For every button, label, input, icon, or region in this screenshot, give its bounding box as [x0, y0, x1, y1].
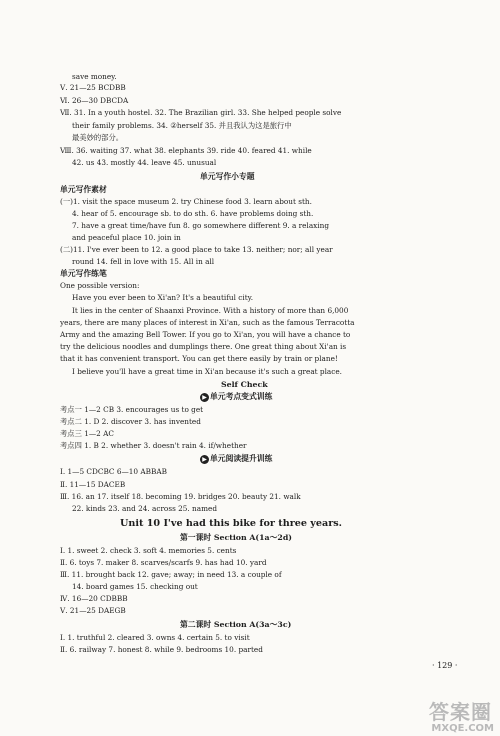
answer-line: [180, 533, 292, 544]
answer-line-text: 单元阅读提升训练: [210, 454, 273, 463]
answer-line: [72, 582, 198, 593]
answer-line: [60, 197, 312, 208]
answer-line: [72, 158, 216, 169]
answer-line: [221, 380, 268, 391]
answer-line: [72, 221, 329, 232]
answer-line-text: Unit 10 I've had this bike for three years.: [120, 518, 342, 529]
answer-line-text: Ⅱ. 6. toys 7. maker 8. scarves/scarfs 9. has had 10. yard: [60, 558, 267, 567]
answer-line-text: I believe you'll have a great time in Xi'an because it's such a great place.: [72, 367, 343, 376]
answer-line-text: Ⅰ. 1. truthful 2. cleared 3. owns 4. certain 5. to visit: [60, 633, 250, 642]
answer-line: [72, 306, 348, 317]
answer-line: [60, 318, 355, 329]
answer-line-text: Ⅷ. 36. waiting 37. what 38. elephants 39. ride 40. feared 41. while: [60, 146, 312, 155]
answer-line-text: Ⅴ. 21—25 BCDBB: [60, 83, 126, 92]
answer-line: [60, 108, 341, 119]
answer-line-text: Self Check: [221, 380, 268, 389]
answer-line-text: Have you ever been to Xi'an? It's a beautiful city.: [72, 293, 254, 302]
watermark-text-bottom: MXQE.COM: [431, 723, 494, 734]
play-circle-icon: ▶: [200, 455, 209, 464]
answer-line: [60, 480, 125, 491]
answer-line: [72, 257, 214, 268]
answer-line-text: 22. kinds 23. and 24. across 25. named: [72, 504, 218, 513]
answer-line-text: 考点一 1—2 CB 3. encourages us to get: [60, 405, 204, 414]
answer-line-text: Ⅶ. 31. In a youth hostel. 32. The Brazilian girl. 33. She helped people solve: [60, 108, 342, 117]
watermark-logo: [406, 696, 498, 734]
answer-line-text: years, there are many places of interest in Xi'an, such as the famous Terracotta: [60, 318, 355, 327]
answer-line: [60, 570, 282, 581]
answer-line-text: Ⅳ. 16—20 CDBBB: [60, 594, 128, 603]
answer-line-text: 第二课时 Section A(3a～3c): [180, 620, 292, 629]
answer-line-text: 考点四 1. B 2. whether 3. doesn't rain 4. if/whether: [60, 441, 247, 450]
answer-line: [60, 558, 267, 569]
answer-line: [120, 519, 342, 530]
answer-line-text: One possible version:: [60, 281, 140, 290]
answer-line: [60, 245, 333, 256]
answer-line: [60, 645, 263, 656]
answer-line: [60, 633, 250, 644]
play-circle-icon: ▶: [200, 393, 209, 402]
answer-line-text: It lies in the center of Shaanxi Province. With a history of more than 6,000: [72, 306, 349, 315]
answer-line-text: 42. us 43. mostly 44. leave 45. unusual: [72, 158, 217, 167]
answer-line: [60, 185, 107, 196]
answer-line-text: Ⅱ. 6. railway 7. honest 8. while 9. bedrooms 10. parted: [60, 645, 263, 654]
answer-line: [60, 594, 128, 605]
answer-line-text: save money.: [72, 72, 117, 81]
page-number: · 129 ·: [432, 661, 458, 670]
answer-line: [72, 367, 342, 378]
answer-line: [60, 606, 126, 617]
answer-line-text: (二)11. I've ever been to 12. a good place to take 13. neither; nor; all year: [60, 245, 333, 254]
answer-line: [72, 133, 123, 144]
answer-line: [72, 233, 181, 244]
answer-line-text: 考点三 1—2 AC: [60, 429, 114, 438]
answer-line: [60, 281, 139, 292]
answer-line: [200, 172, 255, 183]
answer-line: [60, 429, 114, 440]
answer-line: [60, 417, 201, 428]
answer-line: [72, 504, 217, 515]
answer-line: [200, 392, 272, 403]
answer-line-text: Ⅰ. 1. sweet 2. check 3. soft 4. memories 5. cents: [60, 546, 237, 555]
answer-line: [60, 546, 236, 557]
answer-line: [72, 121, 292, 132]
answer-line: [60, 83, 126, 94]
answer-line: [60, 330, 350, 341]
answer-line-text: 单元写作小专题: [200, 172, 255, 181]
answer-line-text: 第一课时 Section A(1a～2d): [180, 533, 292, 542]
answer-line: [60, 441, 247, 452]
answer-line-text: (一)1. visit the space museum 2. try Chinese food 3. learn about sth.: [60, 197, 312, 206]
answer-line: [200, 454, 272, 465]
answer-line: [180, 620, 291, 631]
answer-line-text: 7. have a great time/have fun 8. go somewhere different 9. a relaxing: [72, 221, 329, 230]
answer-line-text: Army and the amazing Bell Tower. If you go to Xi'an, you will have a chance to: [60, 330, 351, 339]
answer-line-text: 单元写作练笔: [60, 269, 107, 278]
answer-line: [60, 269, 107, 280]
answer-line-text: Ⅴ. 21—25 DAEGB: [60, 606, 126, 615]
answer-line-text: 考点二 1. D 2. discover 3. has invented: [60, 417, 201, 426]
answer-line-text: 单元写作素材: [60, 185, 107, 194]
answer-line-text: Ⅵ. 26—30 DBCDA: [60, 96, 129, 105]
answer-line: [60, 146, 312, 157]
answer-line: [72, 72, 117, 83]
answer-line: [60, 342, 346, 353]
answer-line: [60, 492, 301, 503]
answer-line-text: try the delicious noodles and dumplings there. One great thing about Xi'an is: [60, 342, 347, 351]
answer-line-text: 14. board games 15. checking out: [72, 582, 198, 591]
answer-line: [72, 293, 253, 304]
answer-line-text: 单元考点变式训练: [210, 392, 273, 401]
answer-line-text: and peaceful place 10. join in: [72, 233, 181, 242]
answer-line: [60, 354, 338, 365]
answer-line: [60, 467, 167, 478]
answer-line-text: Ⅱ. 11—15 DACEB: [60, 480, 126, 489]
watermark-text-top: 答案圈: [429, 700, 492, 724]
answer-line: [72, 209, 313, 220]
answer-line-text: 4. hear of 5. encourage sb. to do sth. 6. have problems doing sth.: [72, 209, 314, 218]
answer-line: [60, 405, 203, 416]
answer-line-text: Ⅲ. 11. brought back 12. gave; away; in need 13. a couple of: [60, 570, 282, 579]
answer-line-text: round 14. fell in love with 15. All in all: [72, 257, 215, 266]
answer-line-text: 最美妙的部分。: [72, 133, 124, 142]
answer-line-text: Ⅰ. 1—5 CDCBC 6—10 ABBAB: [60, 467, 168, 476]
answer-line-text: that it has convenient transport. You can get there easily by train or plane!: [60, 354, 338, 363]
answer-line-text: their family problems. 34. ②herself 35. 并且我认为这是旅行中: [72, 121, 292, 130]
answer-line: [60, 96, 128, 107]
answer-line-text: Ⅲ. 16. an 17. itself 18. becoming 19. bridges 20. beauty 21. walk: [60, 492, 301, 501]
